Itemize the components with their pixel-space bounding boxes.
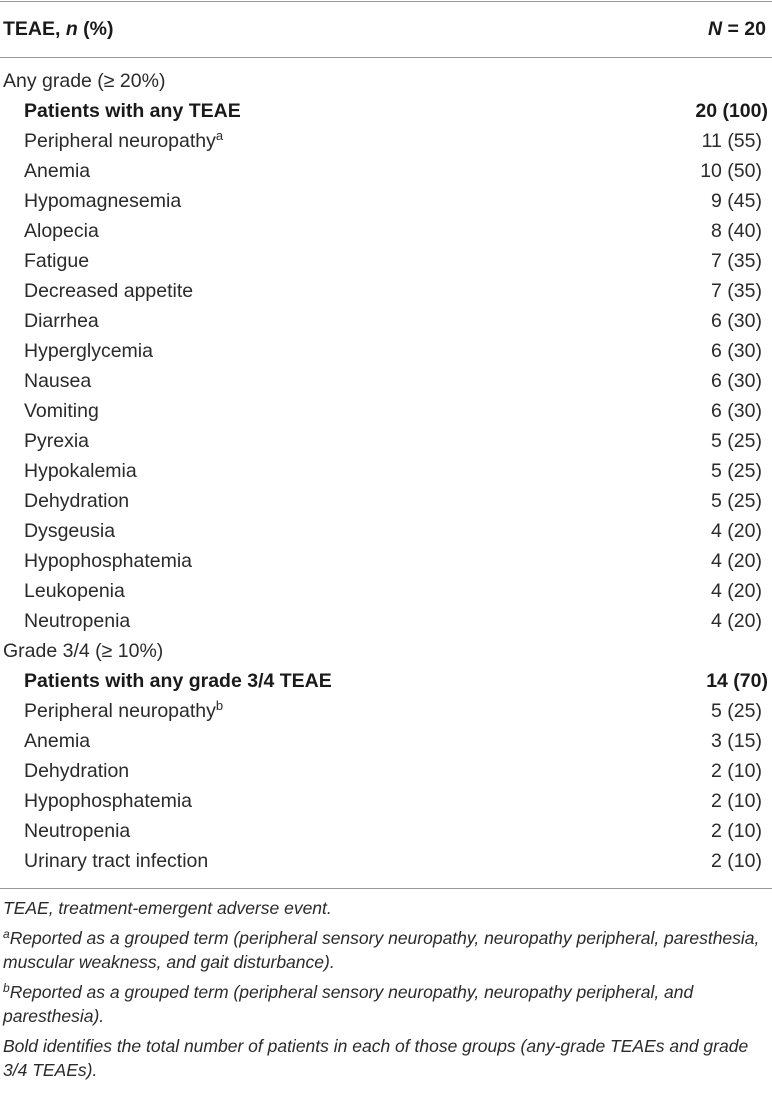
row-label [0, 610, 130, 633]
row-label [0, 760, 129, 783]
footnote [3, 1034, 763, 1083]
row-label [0, 460, 137, 483]
row-label [0, 190, 181, 213]
row-label [0, 310, 99, 333]
table-row [0, 126, 772, 156]
table-row [0, 576, 772, 606]
row-label [0, 70, 165, 93]
row-label [0, 250, 89, 273]
row-label [0, 730, 90, 753]
row-label-text: Hypomagnesemia [24, 189, 182, 212]
table-row [0, 546, 772, 576]
row-value: 5 (25) [711, 429, 762, 452]
table-row [0, 336, 772, 366]
row-label-text: Hyperglycemia [24, 339, 153, 362]
table-footnotes [3, 896, 763, 1088]
table-top-rule [0, 1, 772, 2]
row-value: 7 (35) [711, 249, 762, 272]
row-label-text: Decreased appetite [24, 279, 194, 302]
table-header [3, 15, 766, 43]
footnote-text: TEAE, treatment-emergent adverse event. [3, 898, 332, 918]
row-label-text: Vomiting [24, 399, 99, 422]
row-label [0, 850, 208, 873]
row-label-text: Hypophosphatemia [24, 549, 193, 572]
header-n-symbol: N [707, 17, 723, 40]
table-row [0, 486, 772, 516]
row-value: 9 (45) [711, 189, 762, 212]
row-label [0, 160, 90, 183]
row-label [0, 790, 192, 813]
row-value: 2 (10) [711, 759, 762, 782]
row-label-text: Patients with any TEAE [24, 99, 241, 122]
row-value: 4 (20) [711, 519, 762, 542]
row-value: 10 (50) [700, 159, 762, 182]
table-row [0, 516, 772, 546]
row-label-text: Leukopenia [24, 579, 125, 602]
footnote-text: Reported as a grouped term (peripheral sensory neuropathy, neuropathy peripheral, and paresthesia). [3, 981, 694, 1026]
row-value: 6 (30) [711, 399, 762, 422]
row-label [0, 220, 99, 243]
row-label-text: Grade 3/4 (≥ 10%) [3, 639, 164, 662]
footnote-marker: b [3, 980, 10, 995]
row-label [0, 430, 89, 453]
row-value: 5 (25) [711, 489, 762, 512]
header-n-column [708, 18, 766, 41]
row-value: 4 (20) [711, 579, 762, 602]
table-row [0, 426, 772, 456]
table-row [0, 246, 772, 276]
footnote [3, 926, 763, 975]
row-label [0, 127, 224, 153]
row-value: 2 (10) [711, 849, 762, 872]
row-label-text: Neutropenia [24, 609, 131, 632]
row-label [0, 520, 115, 543]
table-row [0, 846, 772, 876]
row-value: 5 (25) [711, 699, 762, 722]
row-label [0, 640, 163, 663]
table-row [0, 366, 772, 396]
row-label-text: Dehydration [24, 489, 130, 512]
row-value: 4 (20) [711, 609, 762, 632]
table-row [0, 756, 772, 786]
row-value: 2 (10) [711, 789, 762, 812]
table-row [0, 696, 772, 726]
table-row [0, 726, 772, 756]
table-row [0, 786, 772, 816]
header-rule [0, 57, 772, 58]
table-row [0, 186, 772, 216]
row-label-text: Anemia [24, 729, 91, 752]
row-label [0, 340, 153, 363]
row-label [0, 580, 125, 603]
row-label [0, 370, 91, 393]
table-row [0, 306, 772, 336]
row-value: 6 (30) [711, 339, 762, 362]
row-label-text: Hypophosphatemia [24, 789, 193, 812]
row-value: 4 (20) [711, 549, 762, 572]
row-value: 11 (55) [701, 129, 762, 152]
row-label-text: Peripheral neuropathy [24, 699, 216, 722]
row-label-text: Nausea [24, 369, 92, 392]
table-row [0, 216, 772, 246]
row-label [0, 490, 129, 513]
table-bottom-rule [0, 888, 772, 889]
row-value: 5 (25) [711, 459, 762, 482]
table-row [0, 816, 772, 846]
group-heading-row [0, 66, 772, 96]
table-row [0, 456, 772, 486]
row-label-text: Anemia [24, 159, 91, 182]
table-row [0, 156, 772, 186]
row-label [0, 697, 224, 723]
table-body [0, 66, 772, 876]
row-value: 7 (35) [711, 279, 762, 302]
row-label [0, 670, 332, 693]
row-value: 2 (10) [711, 819, 762, 842]
row-label-text: Neutropenia [24, 819, 131, 842]
row-label-text: Peripheral neuropathy [24, 129, 216, 152]
row-value: 8 (40) [711, 219, 762, 242]
row-value: 14 (70) [706, 669, 768, 692]
header-teae-suffix: (%) [77, 17, 114, 40]
table-row [0, 276, 772, 306]
row-label-text: Urinary tract infection [24, 849, 209, 872]
header-teae-column [3, 18, 114, 41]
row-label-text: Diarrhea [24, 309, 99, 332]
row-value: 6 (30) [711, 369, 762, 392]
header-teae-n: n [65, 17, 78, 40]
row-value: 3 (15) [711, 729, 762, 752]
footnote-marker: a [3, 926, 10, 941]
row-label-text: Dehydration [24, 759, 130, 782]
row-label-text: Dysgeusia [24, 519, 116, 542]
row-label [0, 820, 130, 843]
total-row [0, 666, 772, 696]
header-n-value: = 20 [722, 17, 766, 40]
footnote-marker: b [215, 697, 224, 713]
row-label [0, 400, 99, 423]
row-label-text: Fatigue [24, 249, 90, 272]
footnote-text: Reported as a grouped term (peripheral sensory neuropathy, neuropathy peripheral, paresthesia, muscular weakness, and gait disturbance). [3, 927, 760, 972]
row-label-text: Hypokalemia [24, 459, 137, 482]
footnote-text: Bold identifies the total number of patients in each of those groups (any-grade TEAEs and grade 3/4 TEAEs). [3, 1035, 749, 1080]
header-teae-prefix: TEAE, [3, 17, 66, 40]
table-row [0, 396, 772, 426]
footnote-marker: a [215, 127, 224, 143]
row-value: 6 (30) [711, 309, 762, 332]
table-row [0, 606, 772, 636]
group-heading-row [0, 636, 772, 666]
row-label-text: Any grade (≥ 20%) [3, 69, 166, 92]
footnote [3, 896, 763, 921]
row-label [0, 280, 193, 303]
row-label-text: Patients with any grade 3/4 TEAE [24, 669, 332, 692]
footnote [3, 980, 763, 1029]
row-label-text: Pyrexia [24, 429, 90, 452]
row-label [0, 550, 192, 573]
row-label-text: Alopecia [24, 219, 99, 242]
row-value: 20 (100) [695, 99, 768, 122]
total-row [0, 96, 772, 126]
row-label [0, 100, 241, 123]
